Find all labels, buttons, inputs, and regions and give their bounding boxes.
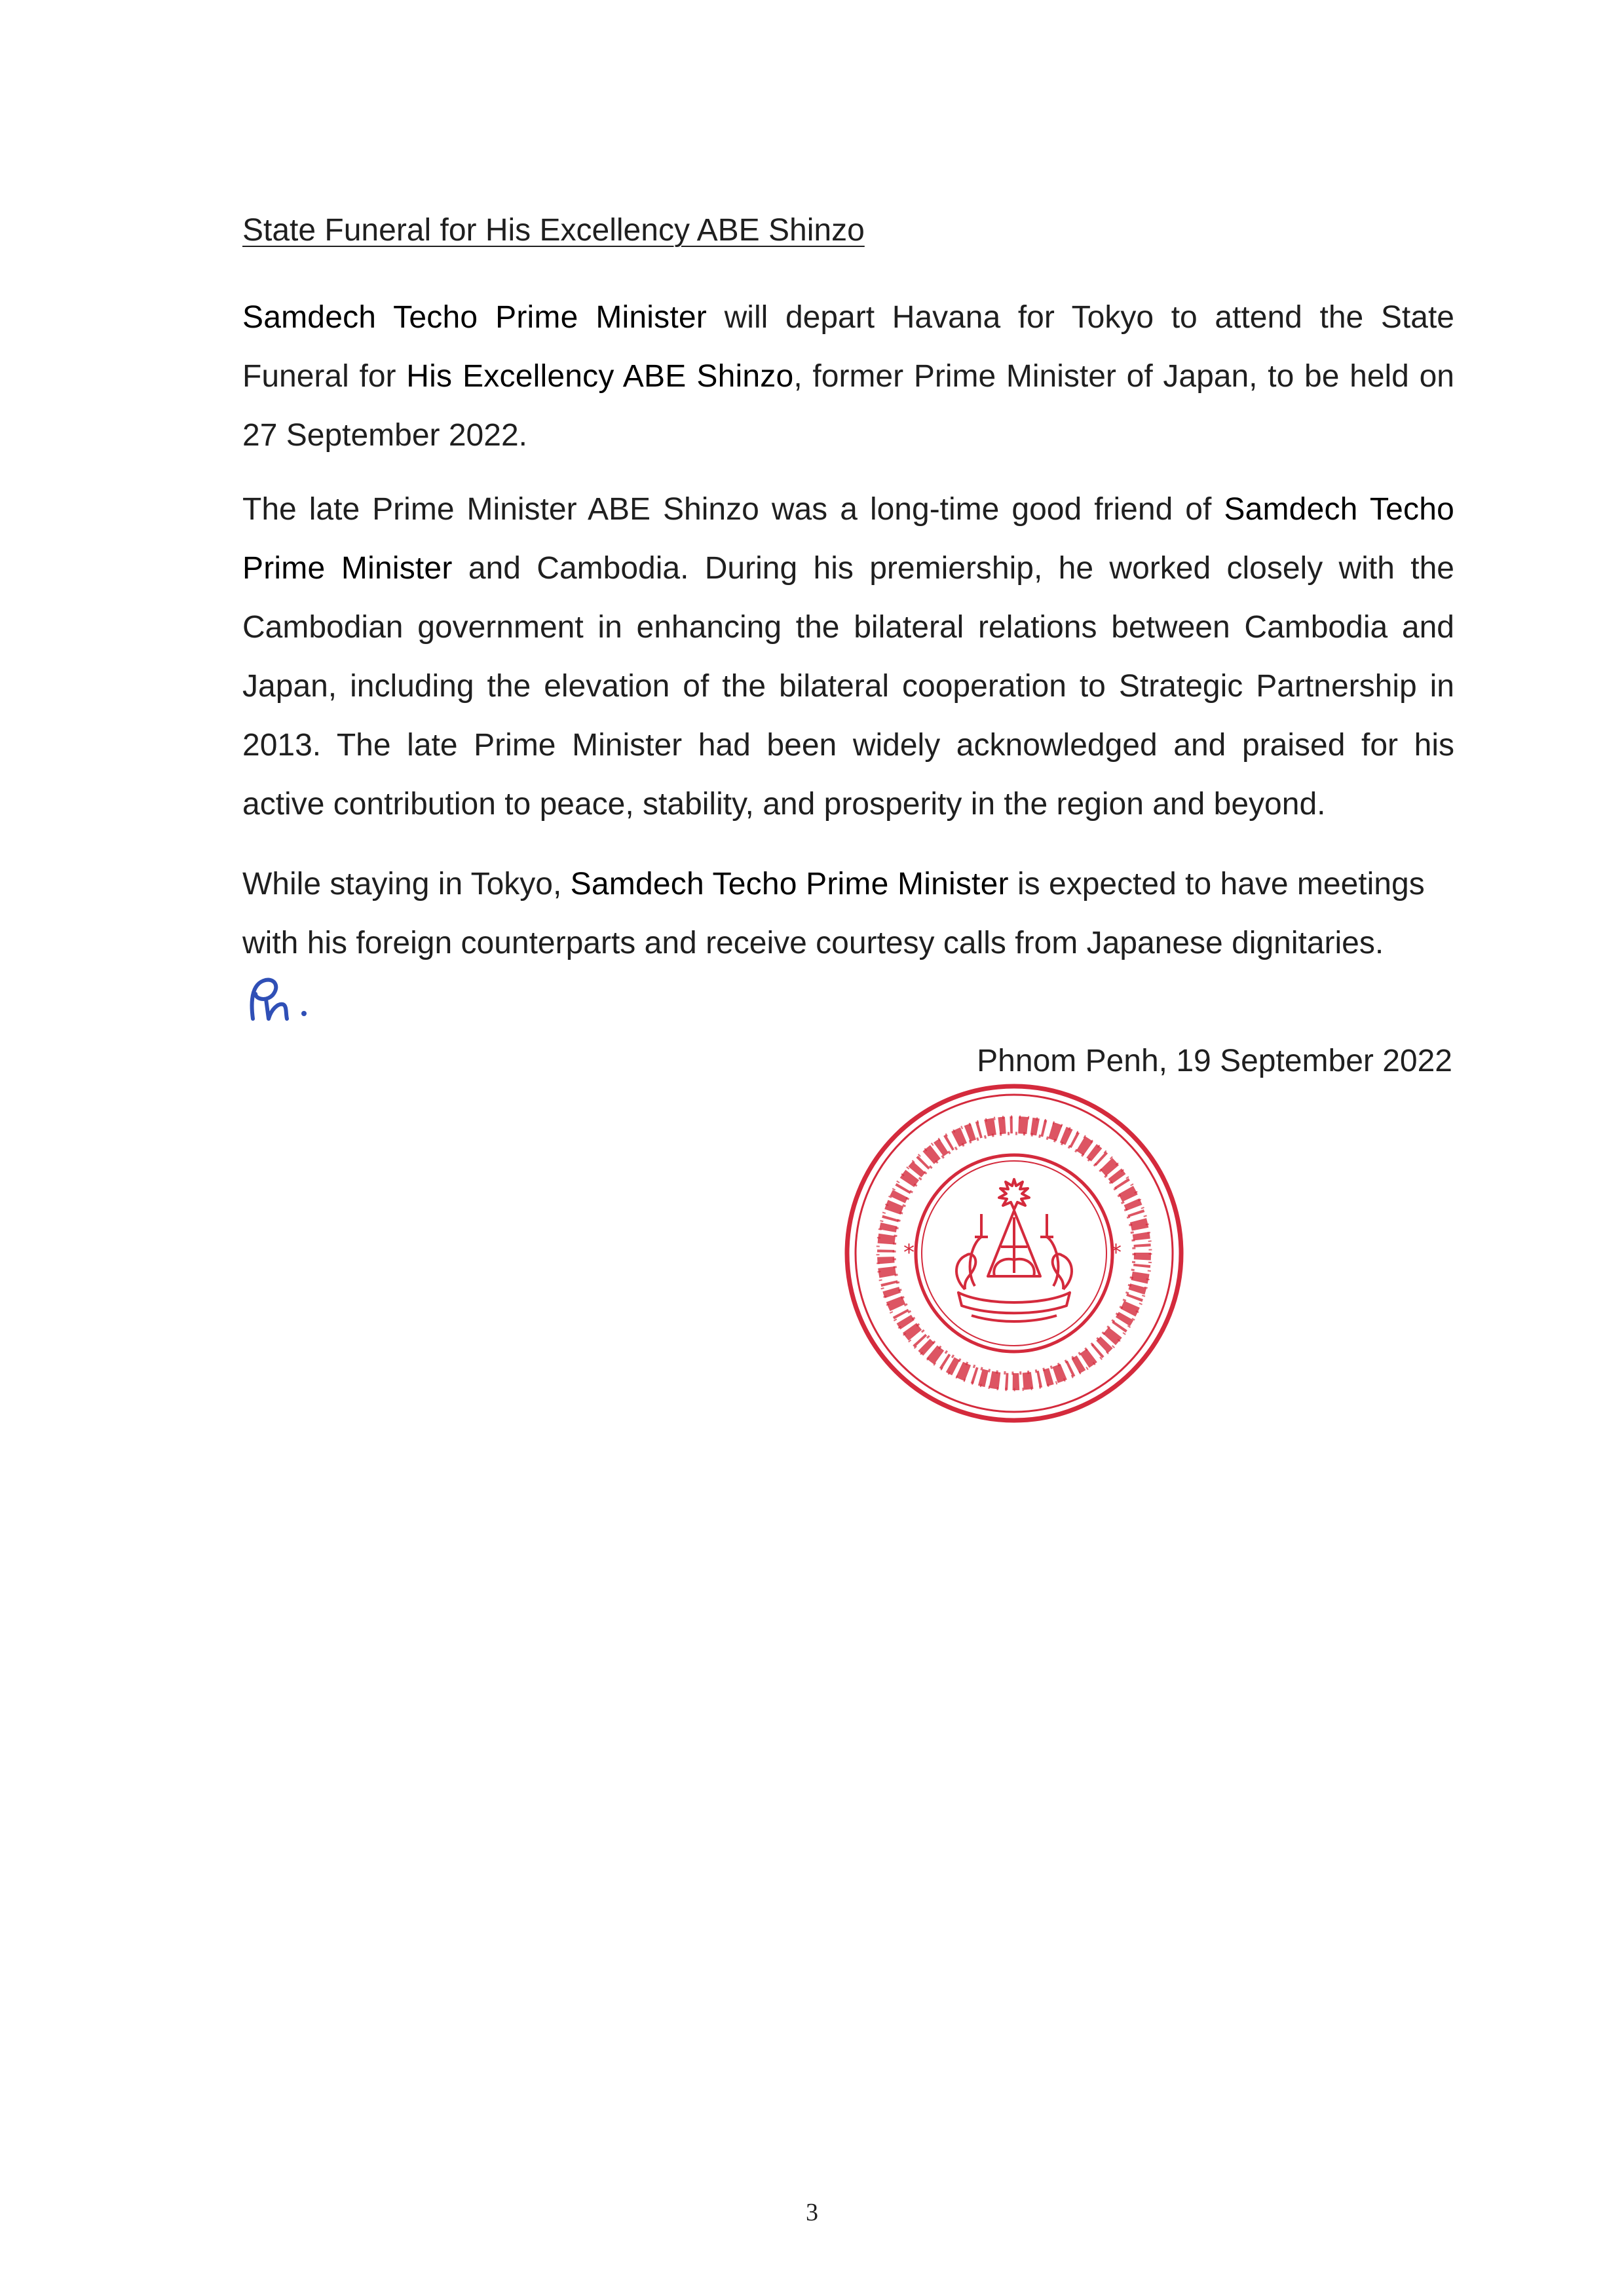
paragraph-text: will depart Havana for Tokyo to attend the State Funeral for bbox=[242, 300, 1454, 394]
paragraph-text: is expected to have meetings with his foreign counterparts and receive courtesy calls from Japanese dignitaries. bbox=[242, 867, 1425, 960]
pm-title: Samdech Techo Prime Minister bbox=[242, 300, 707, 335]
handwritten-initial-icon bbox=[246, 973, 318, 1025]
paragraph-text: While staying in Tokyo, bbox=[242, 867, 571, 901]
abe-title: His Excellency ABE Shinzo bbox=[406, 359, 794, 394]
paragraph-tribute bbox=[242, 480, 1454, 834]
paragraph-departure bbox=[242, 288, 1454, 465]
place-date: Phnom Penh, 19 September 2022 bbox=[977, 1044, 1452, 1078]
official-seal-icon bbox=[840, 1080, 1188, 1427]
paragraph-text: , former Prime Minister of Japan, to be held on 27 September 2022. bbox=[242, 359, 1454, 453]
page-number: 3 bbox=[806, 2199, 818, 2226]
svg-text:*: * bbox=[1110, 1240, 1122, 1266]
document-title: State Funeral for His Excellency ABE Shinzo bbox=[242, 213, 865, 248]
paragraph-text: The late Prime Minister ABE Shinzo was a long-time good friend of bbox=[242, 492, 1224, 527]
pm-title: Samdech Techo Prime Minister bbox=[570, 867, 1009, 901]
paragraph-meetings bbox=[242, 855, 1454, 1033]
svg-text:*: * bbox=[903, 1240, 915, 1266]
pm-title: Samdech Techo Prime Minister bbox=[242, 492, 1455, 586]
paragraph-text: and Cambodia. During his premiership, he worked closely with the Cambodian government in enhancing the bilateral relations between Cambodia and Japan, including the elevation of the bilateral cooperation to Strategic Partnership in 2013. The late Prime Minister had been widely acknowledged and praised for his active contribution to peace, stability, and prosperity in the region and beyond. bbox=[242, 551, 1454, 822]
